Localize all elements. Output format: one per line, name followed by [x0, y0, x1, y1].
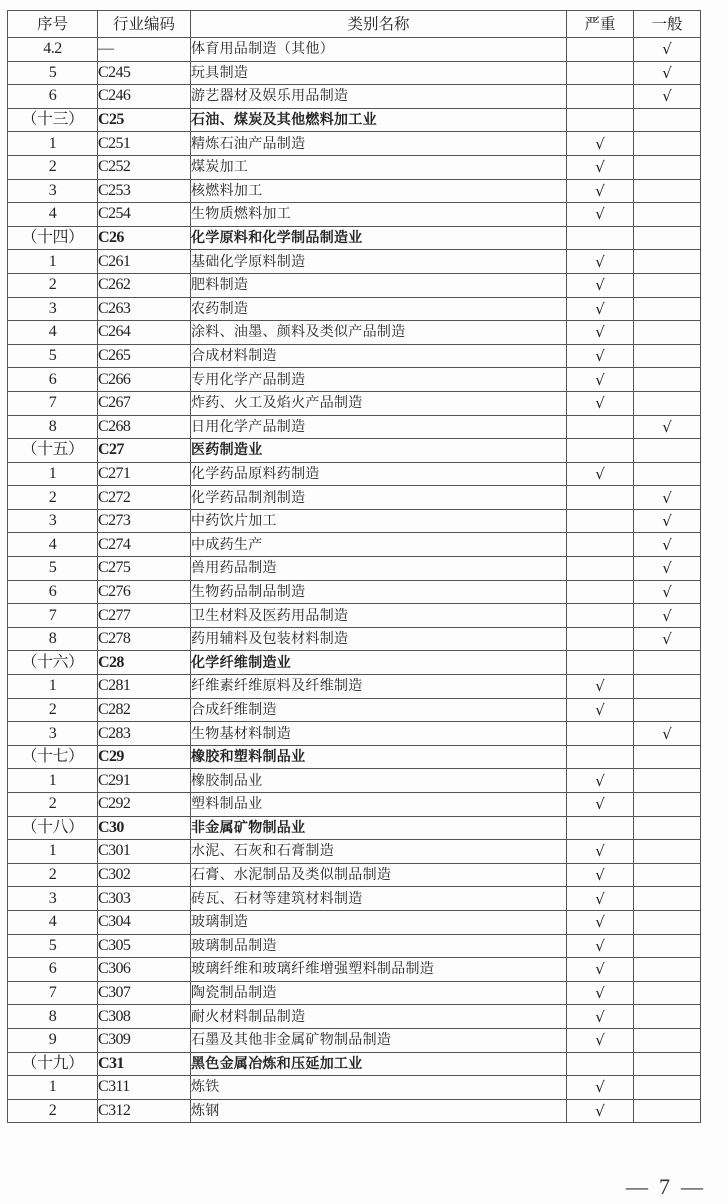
- general-mark-cell: [634, 745, 701, 769]
- general-mark-cell: [634, 132, 701, 156]
- category-name-cell: 橡胶和塑料制品业: [191, 745, 567, 769]
- severe-mark-cell: √: [567, 1005, 634, 1029]
- category-name-cell: 石墨及其他非金属矿物制品制造: [191, 1028, 567, 1052]
- seq-cell: （十四）: [8, 226, 98, 250]
- industry-code-cell: C301: [98, 840, 191, 864]
- severe-mark-cell: [567, 38, 634, 62]
- category-name-cell: 卫生材料及医药用品制造: [191, 604, 567, 628]
- category-name-cell: 体育用品制造（其他）: [191, 38, 567, 62]
- industry-classification-table: [7, 10, 701, 1123]
- seq-cell: 3: [8, 297, 98, 321]
- general-mark-cell: √: [634, 604, 701, 628]
- table-row: [8, 250, 701, 274]
- seq-cell: 1: [8, 1076, 98, 1100]
- industry-code-cell: C307: [98, 981, 191, 1005]
- table-row: [8, 1099, 701, 1123]
- table-row: [8, 509, 701, 533]
- category-name-cell: 化学药品制剂制造: [191, 486, 567, 510]
- seq-cell: 4: [8, 910, 98, 934]
- general-mark-cell: [634, 203, 701, 227]
- severe-mark-cell: √: [567, 981, 634, 1005]
- general-mark-cell: [634, 793, 701, 817]
- industry-code-cell: C246: [98, 85, 191, 109]
- category-name-cell: 合成纤维制造: [191, 698, 567, 722]
- severe-mark-cell: √: [567, 1028, 634, 1052]
- severe-mark-cell: √: [567, 769, 634, 793]
- seq-cell: 3: [8, 722, 98, 746]
- industry-code-cell: C29: [98, 745, 191, 769]
- table-row: [8, 557, 701, 581]
- table-group-row: [8, 651, 701, 675]
- severe-mark-cell: √: [567, 321, 634, 345]
- table-row: [8, 203, 701, 227]
- category-name-cell: 专用化学产品制造: [191, 368, 567, 392]
- seq-cell: 8: [8, 627, 98, 651]
- seq-cell: 1: [8, 462, 98, 486]
- industry-code-cell: C267: [98, 391, 191, 415]
- severe-mark-cell: [567, 415, 634, 439]
- table-row: [8, 934, 701, 958]
- severe-mark-cell: [567, 604, 634, 628]
- general-mark-cell: [634, 769, 701, 793]
- table-row: [8, 604, 701, 628]
- table-row: [8, 61, 701, 85]
- seq-cell: 1: [8, 250, 98, 274]
- seq-cell: 2: [8, 863, 98, 887]
- category-name-cell: 耐火材料制品制造: [191, 1005, 567, 1029]
- category-name-cell: 炸药、火工及焰火产品制造: [191, 391, 567, 415]
- table-row: [8, 887, 701, 911]
- category-name-cell: 石膏、水泥制品及类似制品制造: [191, 863, 567, 887]
- general-mark-cell: [634, 226, 701, 250]
- table-row: [8, 391, 701, 415]
- seq-cell: 7: [8, 981, 98, 1005]
- header-code: 行业编码: [98, 11, 191, 38]
- table-row: [8, 85, 701, 109]
- severe-mark-cell: √: [567, 132, 634, 156]
- general-mark-cell: √: [634, 85, 701, 109]
- severe-mark-cell: √: [567, 1076, 634, 1100]
- seq-cell: 4: [8, 203, 98, 227]
- category-name-cell: 游艺器材及娱乐用品制造: [191, 85, 567, 109]
- general-mark-cell: √: [634, 580, 701, 604]
- seq-cell: 1: [8, 675, 98, 699]
- general-mark-cell: √: [634, 557, 701, 581]
- category-name-cell: 玻璃制品制造: [191, 934, 567, 958]
- table-row: [8, 698, 701, 722]
- seq-cell: （十九）: [8, 1052, 98, 1076]
- category-name-cell: 精炼石油产品制造: [191, 132, 567, 156]
- seq-cell: 1: [8, 769, 98, 793]
- category-name-cell: 石油、煤炭及其他燃料加工业: [191, 108, 567, 132]
- table-row: [8, 368, 701, 392]
- category-name-cell: 水泥、石灰和石膏制造: [191, 840, 567, 864]
- seq-cell: 5: [8, 557, 98, 581]
- header-general: 一般: [634, 11, 701, 38]
- category-name-cell: 化学纤维制造业: [191, 651, 567, 675]
- category-name-cell: 兽用药品制造: [191, 557, 567, 581]
- seq-cell: 2: [8, 486, 98, 510]
- severe-mark-cell: √: [567, 934, 634, 958]
- severe-mark-cell: √: [567, 840, 634, 864]
- general-mark-cell: [634, 887, 701, 911]
- industry-code-cell: —: [98, 38, 191, 62]
- header-name: 类别名称: [191, 11, 567, 38]
- general-mark-cell: [634, 462, 701, 486]
- severe-mark-cell: √: [567, 297, 634, 321]
- general-mark-cell: [634, 439, 701, 463]
- seq-cell: 6: [8, 85, 98, 109]
- industry-code-cell: C265: [98, 344, 191, 368]
- general-mark-cell: √: [634, 533, 701, 557]
- general-mark-cell: [634, 1005, 701, 1029]
- seq-cell: 2: [8, 698, 98, 722]
- industry-code-cell: C277: [98, 604, 191, 628]
- seq-cell: 5: [8, 934, 98, 958]
- general-mark-cell: [634, 250, 701, 274]
- category-name-cell: 涂料、油墨、颜料及类似产品制造: [191, 321, 567, 345]
- seq-cell: 6: [8, 580, 98, 604]
- severe-mark-cell: [567, 651, 634, 675]
- category-name-cell: 橡胶制品业: [191, 769, 567, 793]
- table-row: [8, 415, 701, 439]
- table-row: [8, 722, 701, 746]
- category-name-cell: 日用化学产品制造: [191, 415, 567, 439]
- severe-mark-cell: [567, 533, 634, 557]
- table-row: [8, 179, 701, 203]
- severe-mark-cell: [567, 439, 634, 463]
- severe-mark-cell: √: [567, 863, 634, 887]
- table-row: [8, 273, 701, 297]
- category-name-cell: 玻璃制造: [191, 910, 567, 934]
- industry-code-cell: C311: [98, 1076, 191, 1100]
- table-group-row: [8, 1052, 701, 1076]
- industry-code-cell: C291: [98, 769, 191, 793]
- table-group-row: [8, 745, 701, 769]
- severe-mark-cell: [567, 722, 634, 746]
- industry-code-cell: C276: [98, 580, 191, 604]
- seq-cell: （十六）: [8, 651, 98, 675]
- category-name-cell: 煤炭加工: [191, 155, 567, 179]
- seq-cell: 3: [8, 887, 98, 911]
- severe-mark-cell: √: [567, 344, 634, 368]
- severe-mark-cell: √: [567, 273, 634, 297]
- severe-mark-cell: √: [567, 391, 634, 415]
- table-row: [8, 321, 701, 345]
- category-name-cell: 肥料制造: [191, 273, 567, 297]
- general-mark-cell: [634, 108, 701, 132]
- industry-code-cell: C292: [98, 793, 191, 817]
- severe-mark-cell: [567, 627, 634, 651]
- category-name-cell: 炼铁: [191, 1076, 567, 1100]
- industry-code-cell: C308: [98, 1005, 191, 1029]
- general-mark-cell: [634, 651, 701, 675]
- category-name-cell: 化学原料和化学制品制造业: [191, 226, 567, 250]
- general-mark-cell: [634, 840, 701, 864]
- category-name-cell: 生物质燃料加工: [191, 203, 567, 227]
- category-name-cell: 基础化学原料制造: [191, 250, 567, 274]
- industry-code-cell: C281: [98, 675, 191, 699]
- general-mark-cell: [634, 1099, 701, 1123]
- severe-mark-cell: [567, 509, 634, 533]
- table-row: [8, 1005, 701, 1029]
- table-body: [8, 38, 701, 1123]
- general-mark-cell: √: [634, 415, 701, 439]
- severe-mark-cell: [567, 486, 634, 510]
- seq-cell: （十五）: [8, 439, 98, 463]
- general-mark-cell: [634, 297, 701, 321]
- seq-cell: 2: [8, 155, 98, 179]
- severe-mark-cell: √: [567, 958, 634, 982]
- severe-mark-cell: [567, 816, 634, 840]
- table-row: [8, 1076, 701, 1100]
- seq-cell: （十三）: [8, 108, 98, 132]
- table-header-row: [8, 11, 701, 38]
- category-name-cell: 药用辅料及包装材料制造: [191, 627, 567, 651]
- industry-code-cell: C274: [98, 533, 191, 557]
- category-name-cell: 纤维素纤维原料及纤维制造: [191, 675, 567, 699]
- industry-code-cell: C282: [98, 698, 191, 722]
- industry-code-cell: C263: [98, 297, 191, 321]
- industry-code-cell: C306: [98, 958, 191, 982]
- table-row: [8, 675, 701, 699]
- general-mark-cell: √: [634, 722, 701, 746]
- header-severe: 严重: [567, 11, 634, 38]
- severe-mark-cell: [567, 85, 634, 109]
- industry-code-cell: C273: [98, 509, 191, 533]
- page-number: — 7 —: [626, 1174, 703, 1199]
- general-mark-cell: [634, 816, 701, 840]
- general-mark-cell: [634, 273, 701, 297]
- industry-code-cell: C304: [98, 910, 191, 934]
- general-mark-cell: [634, 934, 701, 958]
- seq-cell: 9: [8, 1028, 98, 1052]
- category-name-cell: 化学药品原料药制造: [191, 462, 567, 486]
- seq-cell: 5: [8, 61, 98, 85]
- category-name-cell: 中成药生产: [191, 533, 567, 557]
- industry-code-cell: C303: [98, 887, 191, 911]
- table-row: [8, 981, 701, 1005]
- general-mark-cell: [634, 155, 701, 179]
- seq-cell: 2: [8, 273, 98, 297]
- category-name-cell: 农药制造: [191, 297, 567, 321]
- severe-mark-cell: [567, 61, 634, 85]
- seq-cell: 6: [8, 368, 98, 392]
- table-row: [8, 155, 701, 179]
- general-mark-cell: [634, 391, 701, 415]
- category-name-cell: 医药制造业: [191, 439, 567, 463]
- category-name-cell: 黑色金属冶炼和压延加工业: [191, 1052, 567, 1076]
- severe-mark-cell: √: [567, 698, 634, 722]
- table-group-row: [8, 816, 701, 840]
- severe-mark-cell: [567, 745, 634, 769]
- seq-cell: 6: [8, 958, 98, 982]
- table-row: [8, 863, 701, 887]
- severe-mark-cell: √: [567, 179, 634, 203]
- severe-mark-cell: √: [567, 155, 634, 179]
- severe-mark-cell: [567, 1052, 634, 1076]
- seq-cell: （十七）: [8, 745, 98, 769]
- seq-cell: 7: [8, 391, 98, 415]
- table-group-row: [8, 439, 701, 463]
- general-mark-cell: [634, 910, 701, 934]
- severe-mark-cell: √: [567, 675, 634, 699]
- severe-mark-cell: [567, 557, 634, 581]
- category-name-cell: 陶瓷制品制造: [191, 981, 567, 1005]
- seq-cell: 4: [8, 321, 98, 345]
- general-mark-cell: [634, 368, 701, 392]
- header-seq: 序号: [8, 11, 98, 38]
- industry-code-cell: C268: [98, 415, 191, 439]
- table-row: [8, 840, 701, 864]
- industry-code-cell: C312: [98, 1099, 191, 1123]
- industry-code-cell: C264: [98, 321, 191, 345]
- seq-cell: （十八）: [8, 816, 98, 840]
- industry-code-cell: C302: [98, 863, 191, 887]
- industry-code-cell: C271: [98, 462, 191, 486]
- industry-code-cell: C253: [98, 179, 191, 203]
- industry-code-cell: C26: [98, 226, 191, 250]
- table-row: [8, 462, 701, 486]
- table-row: [8, 38, 701, 62]
- seq-cell: 8: [8, 415, 98, 439]
- industry-code-cell: C305: [98, 934, 191, 958]
- severe-mark-cell: √: [567, 793, 634, 817]
- table-row: [8, 344, 701, 368]
- table-row: [8, 910, 701, 934]
- table-group-row: [8, 226, 701, 250]
- general-mark-cell: √: [634, 509, 701, 533]
- category-name-cell: 合成材料制造: [191, 344, 567, 368]
- industry-code-cell: C30: [98, 816, 191, 840]
- industry-code-cell: C27: [98, 439, 191, 463]
- seq-cell: 1: [8, 132, 98, 156]
- industry-code-cell: C262: [98, 273, 191, 297]
- severe-mark-cell: [567, 108, 634, 132]
- seq-cell: 8: [8, 1005, 98, 1029]
- industry-code-cell: C275: [98, 557, 191, 581]
- severe-mark-cell: √: [567, 368, 634, 392]
- table-row: [8, 793, 701, 817]
- seq-cell: 5: [8, 344, 98, 368]
- industry-code-cell: C261: [98, 250, 191, 274]
- general-mark-cell: [634, 958, 701, 982]
- general-mark-cell: [634, 698, 701, 722]
- table-group-row: [8, 108, 701, 132]
- table-row: [8, 486, 701, 510]
- industry-code-cell: C245: [98, 61, 191, 85]
- general-mark-cell: [634, 179, 701, 203]
- seq-cell: 2: [8, 793, 98, 817]
- seq-cell: 2: [8, 1099, 98, 1123]
- category-name-cell: 塑料制品业: [191, 793, 567, 817]
- severe-mark-cell: √: [567, 910, 634, 934]
- industry-code-cell: C309: [98, 1028, 191, 1052]
- general-mark-cell: [634, 344, 701, 368]
- category-name-cell: 玩具制造: [191, 61, 567, 85]
- seq-cell: 4.2: [8, 38, 98, 62]
- industry-code-cell: C252: [98, 155, 191, 179]
- industry-code-cell: C28: [98, 651, 191, 675]
- seq-cell: 7: [8, 604, 98, 628]
- seq-cell: 4: [8, 533, 98, 557]
- table-row: [8, 132, 701, 156]
- category-name-cell: 生物基材料制造: [191, 722, 567, 746]
- severe-mark-cell: [567, 226, 634, 250]
- severe-mark-cell: √: [567, 250, 634, 274]
- seq-cell: 1: [8, 840, 98, 864]
- general-mark-cell: [634, 1028, 701, 1052]
- general-mark-cell: [634, 1076, 701, 1100]
- severe-mark-cell: √: [567, 462, 634, 486]
- category-name-cell: 炼钢: [191, 1099, 567, 1123]
- general-mark-cell: √: [634, 627, 701, 651]
- general-mark-cell: √: [634, 38, 701, 62]
- category-name-cell: 玻璃纤维和玻璃纤维增强塑料制品制造: [191, 958, 567, 982]
- table-row: [8, 580, 701, 604]
- industry-code-cell: C266: [98, 368, 191, 392]
- general-mark-cell: √: [634, 486, 701, 510]
- category-name-cell: 生物药品制品制造: [191, 580, 567, 604]
- table-row: [8, 769, 701, 793]
- table-row: [8, 1028, 701, 1052]
- table-row: [8, 958, 701, 982]
- industry-code-cell: C25: [98, 108, 191, 132]
- general-mark-cell: √: [634, 61, 701, 85]
- industry-code-cell: C278: [98, 627, 191, 651]
- table-row: [8, 533, 701, 557]
- severe-mark-cell: √: [567, 887, 634, 911]
- category-name-cell: 核燃料加工: [191, 179, 567, 203]
- industry-code-cell: C31: [98, 1052, 191, 1076]
- general-mark-cell: [634, 321, 701, 345]
- severe-mark-cell: √: [567, 1099, 634, 1123]
- category-name-cell: 砖瓦、石材等建筑材料制造: [191, 887, 567, 911]
- seq-cell: 3: [8, 509, 98, 533]
- general-mark-cell: [634, 675, 701, 699]
- industry-code-cell: C251: [98, 132, 191, 156]
- severe-mark-cell: √: [567, 203, 634, 227]
- general-mark-cell: [634, 863, 701, 887]
- seq-cell: 3: [8, 179, 98, 203]
- general-mark-cell: [634, 1052, 701, 1076]
- table-row: [8, 627, 701, 651]
- industry-code-cell: C283: [98, 722, 191, 746]
- industry-code-cell: C254: [98, 203, 191, 227]
- table-row: [8, 297, 701, 321]
- category-name-cell: 中药饮片加工: [191, 509, 567, 533]
- general-mark-cell: [634, 981, 701, 1005]
- severe-mark-cell: [567, 580, 634, 604]
- industry-code-cell: C272: [98, 486, 191, 510]
- category-name-cell: 非金属矿物制品业: [191, 816, 567, 840]
